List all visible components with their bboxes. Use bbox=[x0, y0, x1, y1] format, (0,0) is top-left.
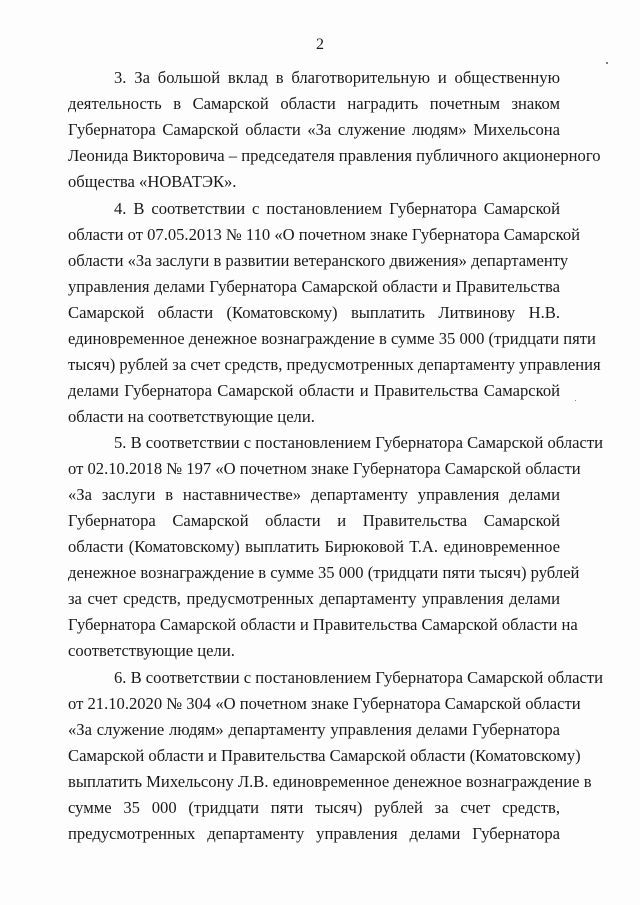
text-line: Леонида Викторовича – председателя правления публичного акционерного bbox=[68, 146, 601, 165]
text-line: 3. За большой вклад в благотворительную и общественную bbox=[114, 68, 560, 87]
text-line: общества «НОВАТЭК». bbox=[68, 172, 237, 191]
text-line: «За служение людям» департаменту управления делами Губернатора bbox=[68, 720, 560, 739]
text-line: области (Коматовскому) выплатить Бирюковой Т.А. единовременное bbox=[68, 537, 560, 556]
text-line: выплатить Михельсону Л.В. единовременное денежное вознаграждение в bbox=[68, 772, 592, 791]
text-line: Губернатора Самарской области и Правительства Самарской области на bbox=[68, 615, 578, 634]
text-line: деятельность в Самарской области наградить почетным знаком bbox=[68, 94, 560, 113]
text-line: области от 07.05.2013 № 110 «О почетном знаке Губернатора Самарской bbox=[68, 225, 581, 244]
text-line: области на соответствующие цели. bbox=[68, 407, 315, 426]
text-line: Губернатора Самарской области и Правительства Самарской bbox=[68, 511, 560, 530]
text-line: 5. В соответствии с постановлением Губернатора Самарской области bbox=[114, 433, 603, 452]
text-line: единовременное денежное вознаграждение в сумме 35 000 (тридцати пяти bbox=[68, 329, 596, 348]
scan-speck bbox=[606, 62, 608, 64]
text-line: 4. В соответствии с постановлением Губернатора Самарской bbox=[114, 199, 560, 218]
text-line: от 02.10.2018 № 197 «О почетном знаке Губернатора Самарской области bbox=[68, 459, 581, 478]
text-line: 6. В соответствии с постановлением Губернатора Самарской области bbox=[114, 668, 603, 687]
text-line: соответствующие цели. bbox=[68, 641, 235, 660]
text-line: «За заслуги в наставничестве» департаменту управления делами bbox=[68, 485, 560, 504]
text-line: Губернатора Самарской области «За служение людям» Михельсона bbox=[68, 120, 560, 139]
text-line: Самарской области и Правительства Самарской области (Коматовскому) bbox=[68, 746, 581, 765]
text-line: денежное вознаграждение в сумме 35 000 (тридцати пяти тысяч) рублей bbox=[68, 563, 580, 582]
text-line: делами Губернатора Самарской области и Правительства Самарской bbox=[68, 381, 560, 400]
scan-speck bbox=[575, 400, 576, 401]
text-line: управления делами Губернатора Самарской области и Правительства bbox=[68, 277, 560, 296]
text-line: тысяч) рублей за счет средств, предусмотренных департаменту управления bbox=[68, 355, 601, 374]
text-line: сумме 35 000 (тридцати пяти тысяч) рублей за счет средств, bbox=[68, 798, 560, 817]
text-line: области «За заслуги в развитии ветеранского движения» департаменту bbox=[68, 251, 569, 270]
page-number: 2 bbox=[316, 36, 324, 53]
text-line: от 21.10.2020 № 304 «О почетном знаке Губернатора Самарской области bbox=[68, 694, 581, 713]
text-line: Самарской области (Коматовскому) выплатить Литвинову Н.В. bbox=[68, 303, 560, 322]
text-line: за счет средств, предусмотренных департаменту управления делами bbox=[68, 589, 560, 608]
text-line: предусмотренных департаменту управления делами Губернатора bbox=[68, 824, 560, 843]
